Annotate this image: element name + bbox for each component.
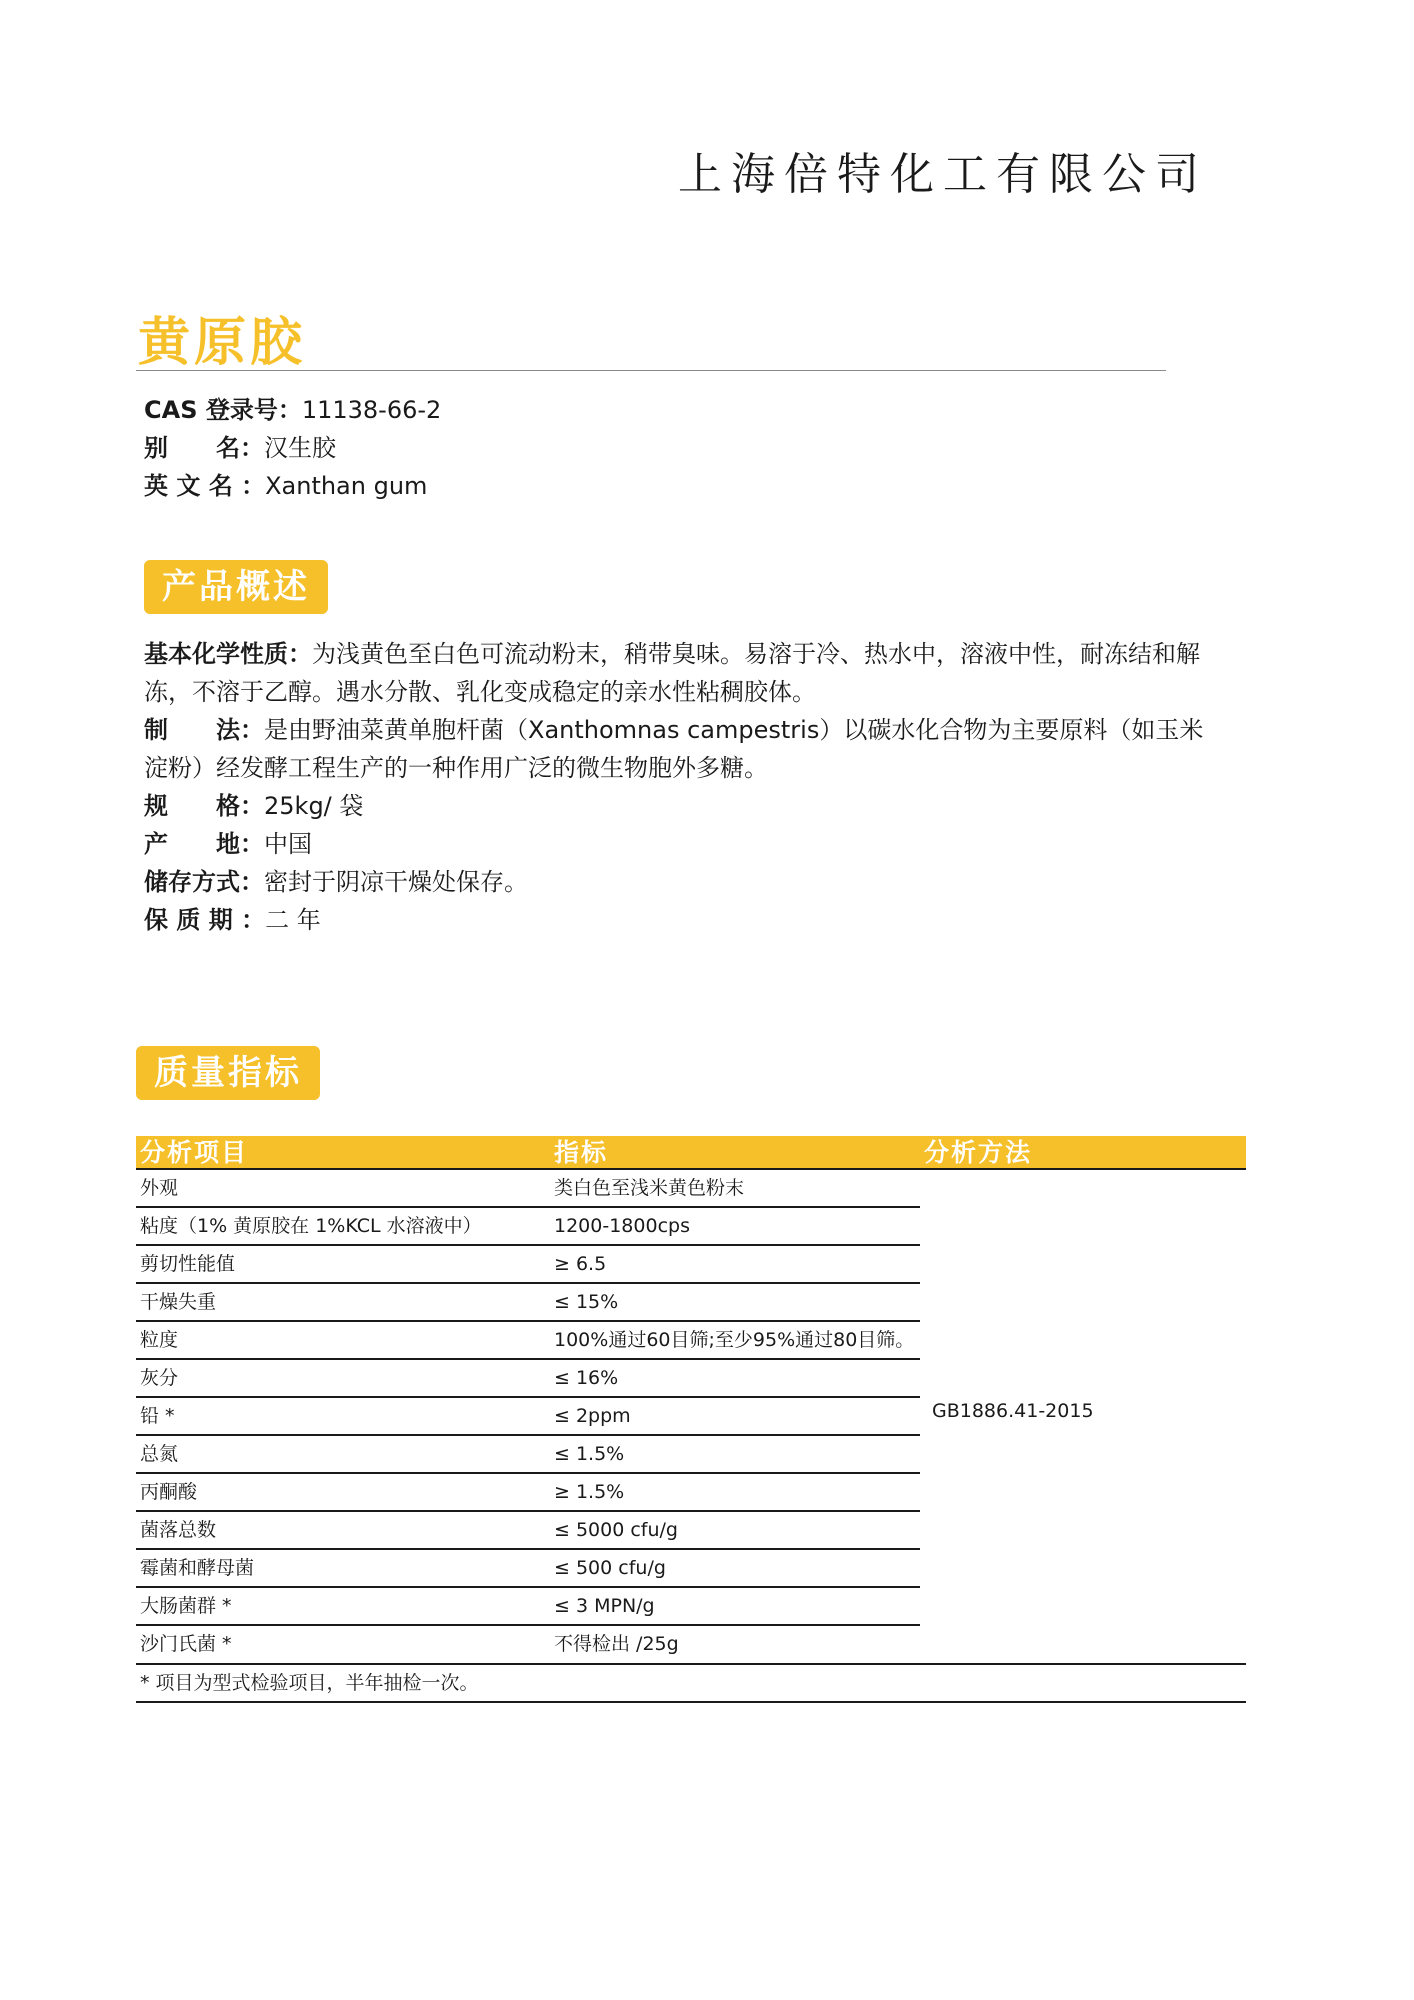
footnote: * 项目为型式检验项目，半年抽检一次。: [140, 1672, 479, 1694]
overview-item: 保 质 期 ：二 年: [144, 906, 321, 934]
section-badge-quality: 质量指标: [136, 1046, 320, 1100]
table-row: 粒度 100%通过60目筛;至少95%通过80目筛。: [136, 1322, 920, 1360]
overview-item: 制 法：是由野油菜黄单胞杆菌（Xanthomnas campestris）以碳水化合物为主要原料（如玉米淀粉）经发酵工程生产的一种作用广泛的微生物胞外多糖。: [144, 716, 1204, 782]
footnote-row: [136, 1665, 1246, 1703]
table-row: 大肠菌群 * ≤ 3 MPN/g: [136, 1588, 920, 1626]
header-method: 分析方法: [924, 1138, 1033, 1167]
table-row: 总氮 ≤ 1.5%: [136, 1436, 920, 1474]
info-label: 英 文 名 ：: [144, 472, 266, 500]
header-spec: 指标: [554, 1138, 609, 1167]
table-row: 灰分 ≤ 16%: [136, 1360, 920, 1398]
table-row: 菌落总数 ≤ 5000 cfu/g: [136, 1512, 920, 1550]
table-row: 剪切性能值 ≥ 6.5: [136, 1246, 920, 1284]
table-row: 外观 类白色至浅米黄色粉末: [136, 1170, 920, 1208]
overview-item: 产 地：中国: [144, 830, 312, 858]
table-row: 铅 * ≤ 2ppm: [136, 1398, 920, 1436]
overview-item: 规 格：25kg/ 袋: [144, 792, 364, 820]
title-divider: [136, 370, 1166, 371]
info-label: CAS 登录号：: [144, 396, 302, 424]
info-value: Xanthan gum: [265, 472, 428, 500]
overview-item: 基本化学性质：为浅黄色至白色可流动粉末，稍带臭味。易溶于冷、热水中，溶液中性，耐冻结和解冻，不溶于乙醇。遇水分散、乳化变成稳定的亲水性粘稠胶体。: [144, 640, 1200, 706]
method-cell: GB1886.41-2015: [932, 1400, 1094, 1422]
info-cas: [144, 391, 441, 429]
section-badge-overview: 产品概述: [144, 560, 328, 614]
quality-table: [136, 1136, 1246, 1703]
info-english-name: [144, 467, 427, 505]
overview-item: 储存方式：密封于阴凉干燥处保存。: [144, 868, 528, 896]
table-row: 干燥失重 ≤ 15%: [136, 1284, 920, 1322]
overview-content: [144, 635, 1204, 939]
info-value: 11138-66-2: [301, 396, 442, 424]
info-label: 别 名：: [144, 434, 264, 462]
info-value: 汉生胶: [264, 434, 336, 462]
table-row: 粘度（1% 黄原胶在 1%KCL 水溶液中） 1200-1800cps: [136, 1208, 920, 1246]
product-title: 黄原胶: [138, 313, 307, 373]
info-alias: [144, 429, 336, 467]
table-row: 霉菌和酵母菌 ≤ 500 cfu/g: [136, 1550, 920, 1588]
company-name: 上海倍特化工有限公司: [678, 149, 1208, 200]
header-item: 分析项目: [140, 1138, 249, 1167]
table-row: 沙门氏菌 * 不得检出 /25g: [136, 1626, 1246, 1665]
table-body: [136, 1170, 1246, 1665]
table-header: [136, 1136, 1246, 1170]
table-row: 丙酮酸 ≥ 1.5%: [136, 1474, 920, 1512]
